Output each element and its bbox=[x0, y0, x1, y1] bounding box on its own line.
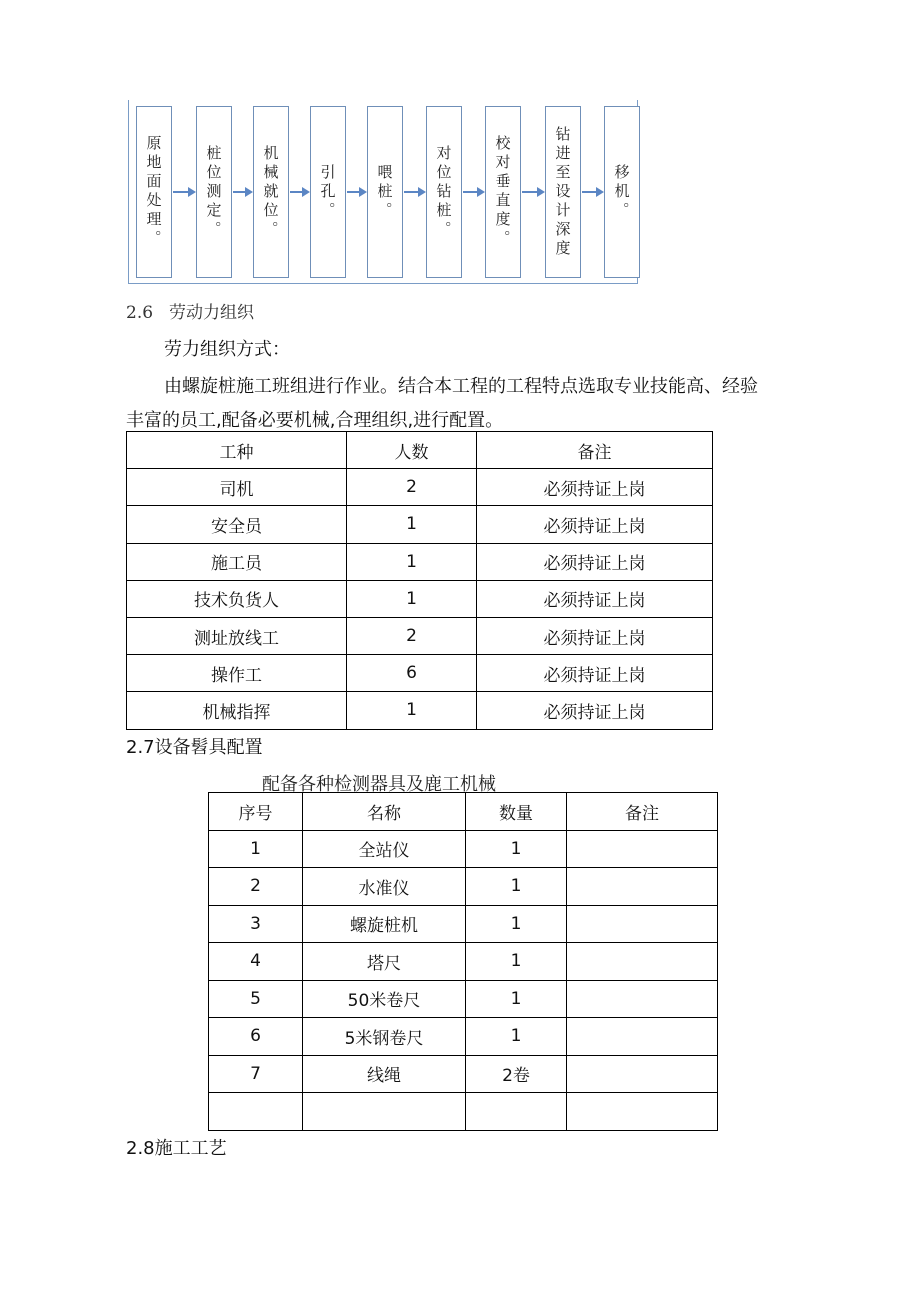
flow-step-3 bbox=[253, 106, 289, 278]
table-row bbox=[209, 868, 718, 906]
table-row bbox=[209, 905, 718, 943]
table-cell: 5 bbox=[209, 980, 303, 1018]
flow-step-9 bbox=[604, 106, 640, 278]
table-row bbox=[127, 580, 713, 617]
flow-step-4 bbox=[310, 106, 346, 278]
table-cell bbox=[209, 1093, 303, 1131]
flow-arrow-icon bbox=[404, 187, 426, 197]
section-heading-2-6 bbox=[126, 298, 254, 323]
table-cell bbox=[567, 1055, 718, 1093]
table-cell: 技术负货人 bbox=[127, 580, 347, 617]
table-row bbox=[209, 1055, 718, 1093]
table-row bbox=[127, 469, 713, 506]
table-cell: 5米钢卷尺 bbox=[303, 1018, 466, 1056]
table-cell bbox=[567, 943, 718, 981]
section-number: 2.6 bbox=[126, 303, 154, 323]
flow-step-2 bbox=[196, 106, 232, 278]
flow-step-7 bbox=[485, 106, 521, 278]
section-heading-2-7: 2.7设备髫具配置 bbox=[126, 737, 263, 758]
table-row bbox=[127, 506, 713, 543]
table-cell: 必须持证上岗 bbox=[477, 655, 713, 692]
equipment-table bbox=[208, 792, 718, 1131]
table-cell: 2卷 bbox=[466, 1055, 567, 1093]
table-cell: 必须持证上岗 bbox=[477, 506, 713, 543]
table-cell: 2 bbox=[347, 617, 477, 654]
header-cell: 备注 bbox=[477, 432, 713, 469]
header-cell: 名称 bbox=[303, 793, 466, 831]
table-cell: 必须持证上岗 bbox=[477, 469, 713, 506]
table-cell bbox=[466, 1093, 567, 1131]
flow-step-label: 校对垂直度。 bbox=[493, 135, 512, 249]
flow-arrow-icon bbox=[173, 187, 196, 197]
table-cell: 6 bbox=[209, 1018, 303, 1056]
table-cell: 2 bbox=[347, 469, 477, 506]
table-cell: 3 bbox=[209, 905, 303, 943]
table-cell: 1 bbox=[347, 506, 477, 543]
table-cell: 7 bbox=[209, 1055, 303, 1093]
table-cell: 1 bbox=[347, 543, 477, 580]
table-row bbox=[209, 1093, 718, 1131]
flow-arrow-icon bbox=[582, 187, 604, 197]
table-cell: 1 bbox=[466, 980, 567, 1018]
paragraph-line-2: 丰富的员工,配备必要机械,合理组织,进行配置。 bbox=[126, 410, 504, 431]
section-title: 劳动力组织 bbox=[169, 303, 255, 323]
table-cell: 1 bbox=[466, 943, 567, 981]
flow-step-label: 喂桩。 bbox=[375, 163, 394, 221]
flow-step-label: 原地面处理。 bbox=[144, 135, 163, 249]
table-cell: 1 bbox=[466, 868, 567, 906]
table-cell: 1 bbox=[466, 905, 567, 943]
paragraph-line-1: 由螺旋桩施工班组进行作业。结合本工程的工程特点选取专业技能高、经验 bbox=[164, 376, 758, 397]
table-cell: 1 bbox=[466, 830, 567, 868]
table-cell: 测址放线工 bbox=[127, 617, 347, 654]
table-cell: 线绳 bbox=[303, 1055, 466, 1093]
table-cell: 机械指挥 bbox=[127, 692, 347, 729]
table-cell: 50米卷尺 bbox=[303, 980, 466, 1018]
table-cell: 必须持证上岗 bbox=[477, 692, 713, 729]
table-cell: 塔尺 bbox=[303, 943, 466, 981]
table-cell: 全站仪 bbox=[303, 830, 466, 868]
table-cell: 施工员 bbox=[127, 543, 347, 580]
table-cell bbox=[567, 868, 718, 906]
table-row bbox=[127, 617, 713, 654]
table-header-row bbox=[127, 432, 713, 469]
table-cell: 6 bbox=[347, 655, 477, 692]
table-row bbox=[127, 543, 713, 580]
header-cell: 数量 bbox=[466, 793, 567, 831]
table-cell: 安全员 bbox=[127, 506, 347, 543]
labor-intro: 劳力组织方式： bbox=[164, 339, 290, 360]
flow-step-1 bbox=[136, 106, 172, 278]
table-cell: 1 bbox=[347, 580, 477, 617]
process-flowchart bbox=[128, 100, 640, 287]
flow-step-label: 桩位测定。 bbox=[204, 144, 223, 240]
table-cell: 必须持证上岗 bbox=[477, 617, 713, 654]
table-cell bbox=[567, 1018, 718, 1056]
table-cell: 操作工 bbox=[127, 655, 347, 692]
table-row bbox=[209, 830, 718, 868]
table-row bbox=[209, 980, 718, 1018]
table-caption: 配备各种检测器具及鹿工机械 bbox=[262, 774, 496, 795]
table-cell bbox=[567, 1093, 718, 1131]
flow-step-label: 钻进至设计深度 bbox=[553, 125, 572, 259]
table-row bbox=[209, 943, 718, 981]
flow-step-label: 机械就位。 bbox=[261, 144, 280, 240]
flow-step-8 bbox=[545, 106, 581, 278]
table-cell bbox=[567, 980, 718, 1018]
table-cell: 1 bbox=[466, 1018, 567, 1056]
table-row bbox=[127, 692, 713, 729]
flow-step-label: 对位钻桩。 bbox=[434, 144, 453, 240]
table-cell: 4 bbox=[209, 943, 303, 981]
table-cell: 水准仪 bbox=[303, 868, 466, 906]
flow-arrow-icon bbox=[233, 187, 253, 197]
flow-arrow-icon bbox=[290, 187, 310, 197]
table-cell: 1 bbox=[347, 692, 477, 729]
table-cell: 螺旋桩机 bbox=[303, 905, 466, 943]
table-cell: 必须持证上岗 bbox=[477, 543, 713, 580]
header-cell: 工种 bbox=[127, 432, 347, 469]
table-row bbox=[209, 1018, 718, 1056]
flow-arrow-icon bbox=[347, 187, 367, 197]
table-cell: 2 bbox=[209, 868, 303, 906]
header-cell: 人数 bbox=[347, 432, 477, 469]
table-cell: 必须持证上岗 bbox=[477, 580, 713, 617]
table-cell bbox=[567, 830, 718, 868]
header-cell: 备注 bbox=[567, 793, 718, 831]
flow-step-6 bbox=[426, 106, 462, 278]
flow-step-label: 引孔。 bbox=[318, 163, 337, 221]
table-row bbox=[127, 655, 713, 692]
section-heading-2-8: 2.8施工工艺 bbox=[126, 1138, 227, 1159]
table-cell bbox=[303, 1093, 466, 1131]
flow-arrow-icon bbox=[522, 187, 545, 197]
table-cell bbox=[567, 905, 718, 943]
labor-table bbox=[126, 431, 713, 730]
table-cell: 司机 bbox=[127, 469, 347, 506]
flow-arrow-icon bbox=[463, 187, 485, 197]
flow-step-label: 移机。 bbox=[612, 163, 631, 221]
table-cell: 1 bbox=[209, 830, 303, 868]
flow-step-5 bbox=[367, 106, 403, 278]
header-cell: 序号 bbox=[209, 793, 303, 831]
table-header-row bbox=[209, 793, 718, 831]
